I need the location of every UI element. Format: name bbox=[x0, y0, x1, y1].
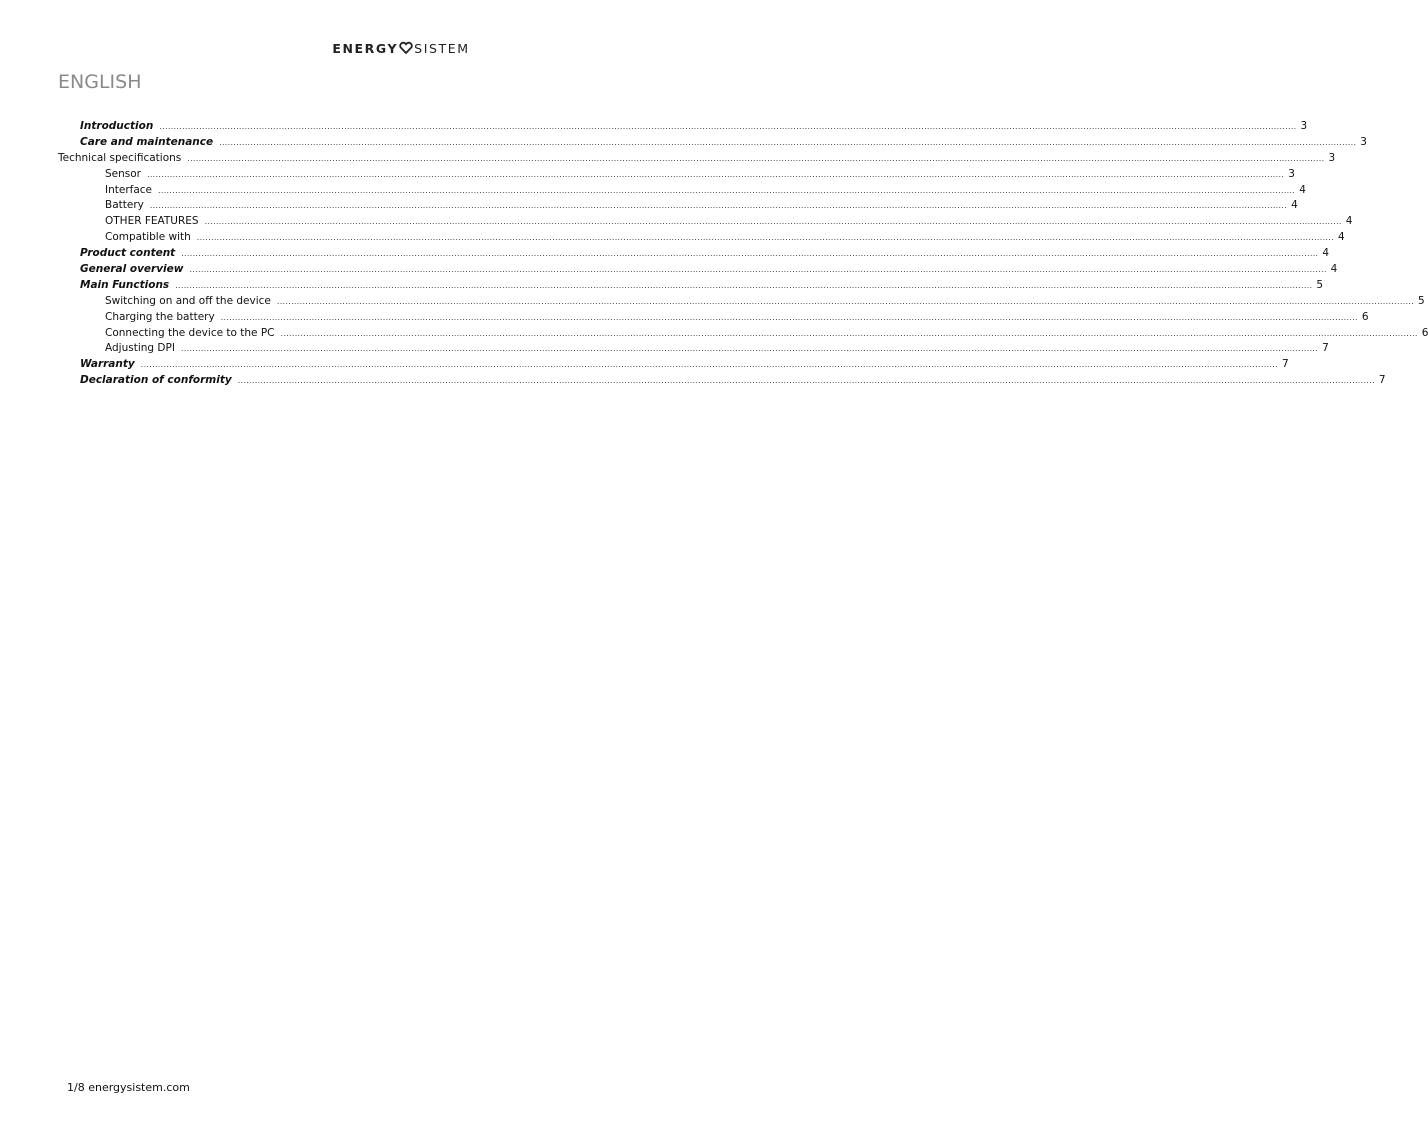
toc-entry-page: 3 bbox=[1288, 167, 1295, 180]
toc-entry-label[interactable]: Interface bbox=[105, 183, 158, 199]
dot-leader: ................................................................................................................................................................................................................................................................................................................................................................................................................ bbox=[140, 360, 1278, 370]
dot-leader: ................................................................................................................................................................................................................................................................................................................................................................................................................ bbox=[219, 137, 1357, 147]
toc-entry-label[interactable]: Battery bbox=[105, 198, 150, 214]
toc-entry[interactable] bbox=[105, 198, 1298, 214]
toc-entry-page: 4 bbox=[1299, 183, 1306, 196]
toc-entry-label[interactable]: Charging the battery bbox=[105, 310, 221, 326]
toc-entry[interactable] bbox=[105, 230, 1345, 246]
toc-entry[interactable] bbox=[80, 246, 1330, 262]
toc-entry-label[interactable]: Connecting the device to the PC bbox=[105, 326, 281, 342]
toc-entry[interactable] bbox=[80, 119, 1308, 135]
toc-entry-label[interactable]: General overview bbox=[80, 262, 189, 278]
dot-leader: ................................................................................................................................................................................................................................................................................................................................................................................................................ bbox=[280, 328, 1418, 338]
toc-entry[interactable] bbox=[105, 214, 1353, 230]
toc-entry[interactable] bbox=[105, 310, 1369, 326]
dot-leader: ................................................................................................................................................................................................................................................................................................................................................................................................................ bbox=[149, 201, 1288, 211]
toc-entry[interactable] bbox=[105, 167, 1295, 183]
dot-leader: ................................................................................................................................................................................................................................................................................................................................................................................................................ bbox=[220, 312, 1358, 322]
toc-entry[interactable] bbox=[58, 151, 1336, 167]
toc-entry-label[interactable]: Technical specifications bbox=[58, 151, 187, 167]
toc-entry-label[interactable]: Care and maintenance bbox=[80, 135, 219, 151]
dot-leader: ................................................................................................................................................................................................................................................................................................................................................................................................................ bbox=[189, 265, 1327, 275]
toc-entry[interactable] bbox=[80, 262, 1338, 278]
toc-entry[interactable] bbox=[105, 326, 1428, 342]
logo-text-sistem: SISTEM bbox=[414, 41, 470, 56]
energy-sistem-logo bbox=[0, 41, 802, 56]
page-indicator: 1/8 bbox=[67, 1081, 85, 1094]
page-footer bbox=[67, 1081, 190, 1094]
toc-entry-page: 5 bbox=[1418, 294, 1425, 307]
toc-entry-page: 4 bbox=[1337, 231, 1345, 244]
toc-entry-page: 4 bbox=[1322, 247, 1330, 260]
dot-leader: ................................................................................................................................................................................................................................................................................................................................................................................................................ bbox=[204, 217, 1342, 227]
dot-leader: ................................................................................................................................................................................................................................................................................................................................................................................................................ bbox=[276, 296, 1415, 306]
toc-entry-label[interactable]: OTHER FEATURES bbox=[105, 214, 205, 230]
dot-leader: ................................................................................................................................................................................................................................................................................................................................................................................................................ bbox=[187, 153, 1325, 163]
table-of-contents bbox=[0, 119, 1428, 389]
toc-entry-label[interactable]: Switching on and off the device bbox=[105, 294, 277, 310]
dot-leader: ................................................................................................................................................................................................................................................................................................................................................................................................................ bbox=[180, 344, 1319, 354]
toc-entry[interactable] bbox=[80, 373, 1386, 389]
toc-entry-page: 7 bbox=[1281, 358, 1289, 371]
toc-entry-page: 3 bbox=[1328, 151, 1336, 164]
toc-entry-label[interactable]: Warranty bbox=[80, 357, 141, 373]
toc-entry[interactable] bbox=[105, 341, 1329, 357]
toc-entry-page: 5 bbox=[1316, 278, 1324, 291]
toc-entry-page: 3 bbox=[1360, 135, 1367, 148]
toc-entry-page: 6 bbox=[1361, 310, 1369, 323]
toc-entry-page: 4 bbox=[1345, 215, 1353, 228]
toc-entry[interactable] bbox=[80, 135, 1367, 151]
dot-leader: ................................................................................................................................................................................................................................................................................................................................................................................................................ bbox=[147, 169, 1285, 179]
page-title: ENGLISH bbox=[58, 71, 142, 93]
logo-text-energy: ENERGY bbox=[332, 41, 399, 56]
toc-entry-page: 4 bbox=[1291, 199, 1298, 212]
dot-leader: ................................................................................................................................................................................................................................................................................................................................................................................................................ bbox=[158, 185, 1296, 195]
toc-entry-page: 6 bbox=[1421, 326, 1428, 339]
toc-entry-label[interactable]: Compatible with bbox=[105, 230, 197, 246]
heart-icon bbox=[399, 42, 413, 54]
toc-entry-label[interactable]: Main Functions bbox=[80, 278, 175, 294]
toc-entry-label[interactable]: Adjusting DPI bbox=[105, 341, 181, 357]
toc-entry-label[interactable]: Introduction bbox=[80, 119, 159, 135]
dot-leader: ................................................................................................................................................................................................................................................................................................................................................................................................................ bbox=[159, 122, 1297, 131]
toc-entry-label[interactable]: Product content bbox=[80, 246, 181, 262]
website-link[interactable]: energysistem.com bbox=[88, 1081, 190, 1094]
toc-entry-page: 7 bbox=[1322, 342, 1329, 355]
toc-entry[interactable] bbox=[80, 278, 1324, 294]
dot-leader: ................................................................................................................................................................................................................................................................................................................................................................................................................ bbox=[175, 280, 1313, 290]
dot-leader: ................................................................................................................................................................................................................................................................................................................................................................................................................ bbox=[181, 249, 1319, 259]
dot-leader: ................................................................................................................................................................................................................................................................................................................................................................................................................ bbox=[196, 233, 1334, 243]
toc-entry[interactable] bbox=[80, 357, 1289, 373]
toc-entry-label[interactable]: Sensor bbox=[105, 167, 147, 183]
toc-entry-page: 7 bbox=[1378, 374, 1386, 387]
toc-entry[interactable] bbox=[105, 183, 1306, 199]
toc-entry-label[interactable]: Declaration of conformity bbox=[80, 373, 238, 389]
toc-entry-page: 4 bbox=[1330, 263, 1338, 276]
dot-leader: ................................................................................................................................................................................................................................................................................................................................................................................................................ bbox=[237, 376, 1375, 386]
toc-entry-page: 3 bbox=[1300, 120, 1308, 132]
toc-entry[interactable] bbox=[105, 294, 1425, 310]
